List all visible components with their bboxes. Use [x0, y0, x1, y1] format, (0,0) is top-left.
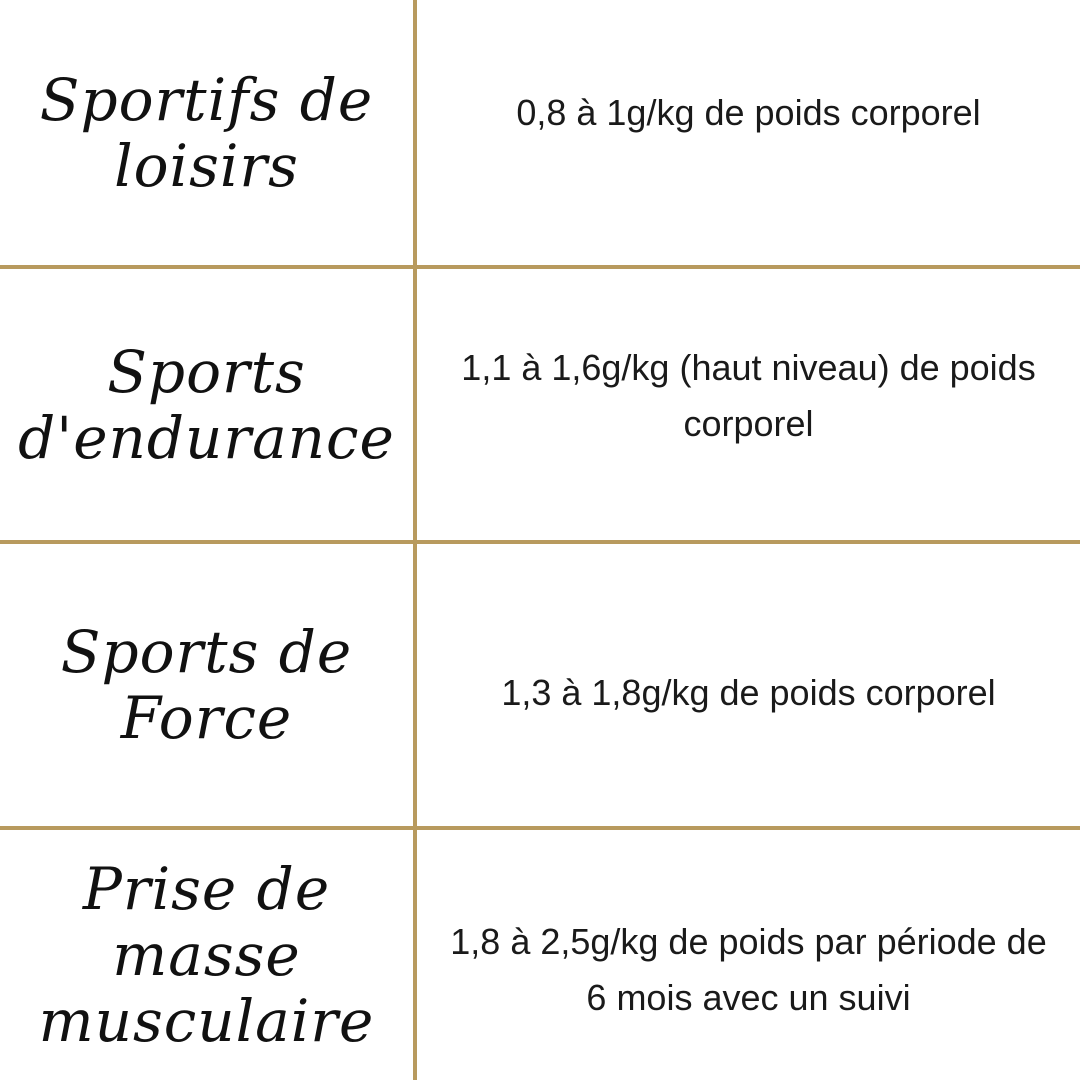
category-label: Sports de Force: [60, 618, 353, 752]
category-label: Sports d'endurance: [18, 337, 395, 472]
category-cell: [0, 269, 413, 540]
category-cell: [0, 830, 413, 1080]
category-cell: [0, 544, 413, 826]
recommendation-cell: [417, 544, 1080, 826]
category-label: Sportifs de loisirs: [39, 65, 374, 200]
recommendation-cell: [417, 0, 1080, 265]
category-label: Prise de masse musculaire: [38, 855, 375, 1055]
recommendation-cell: [417, 830, 1080, 1080]
recommendation-text: 1,1 à 1,6g/kg (haut niveau) de poids corporel: [461, 346, 1036, 444]
category-cell: [0, 0, 413, 265]
recommendation-cell: [417, 269, 1080, 540]
recommendation-text: 1,3 à 1,8g/kg de poids corporel: [501, 672, 996, 713]
recommendation-text: 1,8 à 2,5g/kg de poids par période de 6 mois avec un suivi: [450, 921, 1047, 1018]
recommendation-text: 0,8 à 1g/kg de poids corporel: [516, 91, 981, 133]
